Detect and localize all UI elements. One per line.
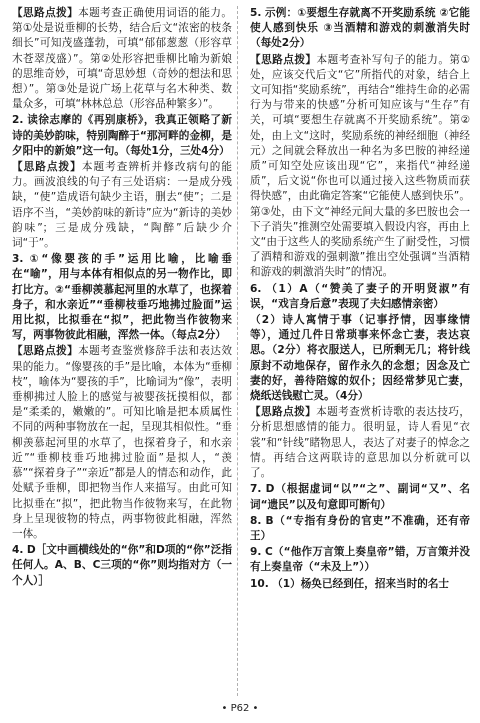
question-number: 2. — [12, 114, 24, 127]
column-divider — [237, 6, 238, 696]
answer-9 — [250, 545, 470, 575]
answer-text: B（“专指有身份的官吏”不准确，还有帝王） — [250, 514, 470, 542]
question-number: 10. — [250, 577, 269, 590]
answer-4 — [12, 543, 232, 589]
answer-8 — [250, 514, 470, 544]
analysis-label: 【思路点拨】 — [12, 7, 79, 19]
answer-5 — [250, 6, 470, 52]
question-number: 7. — [250, 483, 262, 496]
answer-text: D［文中画横线处的“你”和D项的“你”泛指任何人。A、B、C三项的“你”则均指对方（一个人）］ — [12, 544, 233, 587]
question-number: 4. — [12, 544, 24, 557]
answer-text: （1）杨奂已经到任，招来当时的名士 — [272, 577, 450, 590]
answer-6-1 — [250, 282, 470, 312]
answer-5-analysis — [250, 53, 470, 281]
left-column — [12, 6, 232, 590]
question-number: 3. — [12, 253, 24, 266]
analysis-label: 【思路点拨】 — [250, 53, 317, 66]
analysis-label: 【思路点拨】 — [12, 345, 79, 358]
answer-3 — [12, 252, 232, 343]
analysis-text: 本题考查正确使用词语的能力。第①处是说垂柳的长势，结合后文“浓密的枝条细长”可知茂盛蓬勃，可填“郁郁葱葱（形容草木苍翠茂盛）”。第②处形容把垂柳比喻为新娘的思维奇妙，可填“奇思妙想（奇妙的想法和思想）”。第③处是说广场上花草与名木种类、数量众多，可填“林林总总（形容品种繁多）”。 — [12, 7, 233, 111]
answer-text: D（根据虚词“以”“之”、副词“又”、名词“遗民”以及句意即可断句） — [250, 483, 470, 511]
answer-text: 读徐志摩的《再别康桥》，我真正领略了新诗的美妙韵味，特别陶醉于“那河畔的金柳，是夕阳中的新娘”这一句。（每处1分，三处4分） — [12, 114, 232, 157]
analysis-label: 【思路点拨】 — [250, 406, 317, 419]
answer-2 — [12, 113, 232, 159]
analysis-label: 【思路点拨】 — [12, 161, 82, 174]
question-number: 9. — [250, 546, 262, 559]
analysis-text: 本题考查鉴赏修辞手法和表达效果的能力。“像婴孩的手”是比喻，本体为“垂柳枝”，喻体为“婴孩的手”，比喻词为“像”，表明垂柳拂过人脸上的感觉与被婴孩抚摸相似，都是“柔柔的，嫩嫩的”。可知比喻是把本质属性不同的两种事物放在一起，呈现其相似性。“垂柳羡慕起河里的水草了，也探着身子，和水亲近”“垂柳枝垂巧地拂过脸面”是拟人，“羡慕”“探着身子”“亲近”都是人的情态和动作，此处赋予垂柳，即把物当作人来描写。由此可知比拟垂在“拟”，把此物当作彼物来写，在此物身上呈现彼物的特点，两事物彼此相融，浑然一体。 — [12, 345, 233, 540]
question-number: 6. — [250, 282, 262, 295]
answer-text: 示例：①要想生存就离不开奖励系统 ②它能使人感到快乐 ③当酒精和游戏的刺激消失时（每处2分） — [250, 7, 470, 50]
question-number: 8. — [250, 514, 262, 527]
answer-6-analysis — [250, 405, 470, 481]
analysis-text: 本题考查辨析并修改病句的能力。画波浪线的句子有三处语病：一是成分残缺，“使”造成语句缺少主语，删去“使”；二是语序不当，“美妙韵味的新诗”应为“新诗的美妙韵味”；三是成分残缺，“陶醉”后缺少介词“于”。 — [12, 161, 233, 250]
answer-text: C（“他作万言策上奏皇帝”错，万言策并没有上奏皇帝（“未及上”）） — [250, 546, 470, 574]
analysis-text: 本题考查补写句子的能力。第①处，应该交代后文“它”所指代的对象，结合上文可知指“奖励系统”，再结合“维持生命的必需行为与带来的快感”分析可知应该与“生存”有关，可填“要想生存就离不开奖励系统”。第②处，由上文“这时，奖励系统的神经细胞（神经元）之间就会释放出一种名为多巴胺的神经递质”可知空处应该出现“它”，来指代“神经递质”，后文说“你也可以通过接入这些物质而获得快感”，由此确定答案“它能使人感到快乐”。第③处，由下文“神经元间大量的多巴胺也会一下子消失”推测空处需要填入假设内容，再由上文“由于这些人的奖励系统产生了耐受性，习惯了酒精和游戏的强刺激”推出空处强调“当酒精和游戏的刺激消失时”的情况。 — [250, 53, 471, 279]
analysis-text: 本题考查赏析诗歌的表达技巧，分析思想感情的能力。很明显，诗人看见“衣裳”和“针线”睹物思人，表达了对妻子的悼念之情。再结合这两联诗的意思加以分析就可以了。 — [250, 406, 471, 480]
answer-1-analysis — [12, 6, 232, 112]
answer-7 — [250, 482, 470, 512]
answer-10 — [250, 577, 470, 592]
answer-2-analysis — [12, 160, 232, 251]
right-column — [250, 6, 470, 593]
page-number: • P62 • — [221, 703, 259, 714]
answer-6-2: （2）诗人寓情于事（记事抒情，因事缘情等），通过几件日常琐事来怀念亡妻，表达哀思。（2分）将衣服送人，已所剩无几；将针线原封不动地保存，留作永久的念想；因念及亡妻的好，善待陪嫁的奴仆；因经常梦见亡妻，烧纸送钱慰亡灵。（4分） — [250, 314, 470, 403]
answer-text: ①“像婴孩的手”运用比喻，比喻垂在“喻”，用与本体有相似点的另一物作比，即打比方。②“垂柳羡慕起河里的水草了，也探着身子，和水亲近”“垂柳枝垂巧地拂过脸面”运用比拟，比拟垂在“拟”，把此物当作彼物来写，两事物彼此相融，浑然一体。（每点2分） — [12, 253, 232, 342]
question-number: 5. — [250, 7, 262, 19]
answer-text: （1）A（“赞美了妻子的开明贤淑”有误，“戏言身后意”表现了夫妇感情亲密） — [250, 282, 470, 310]
answer-3-analysis — [12, 344, 232, 542]
